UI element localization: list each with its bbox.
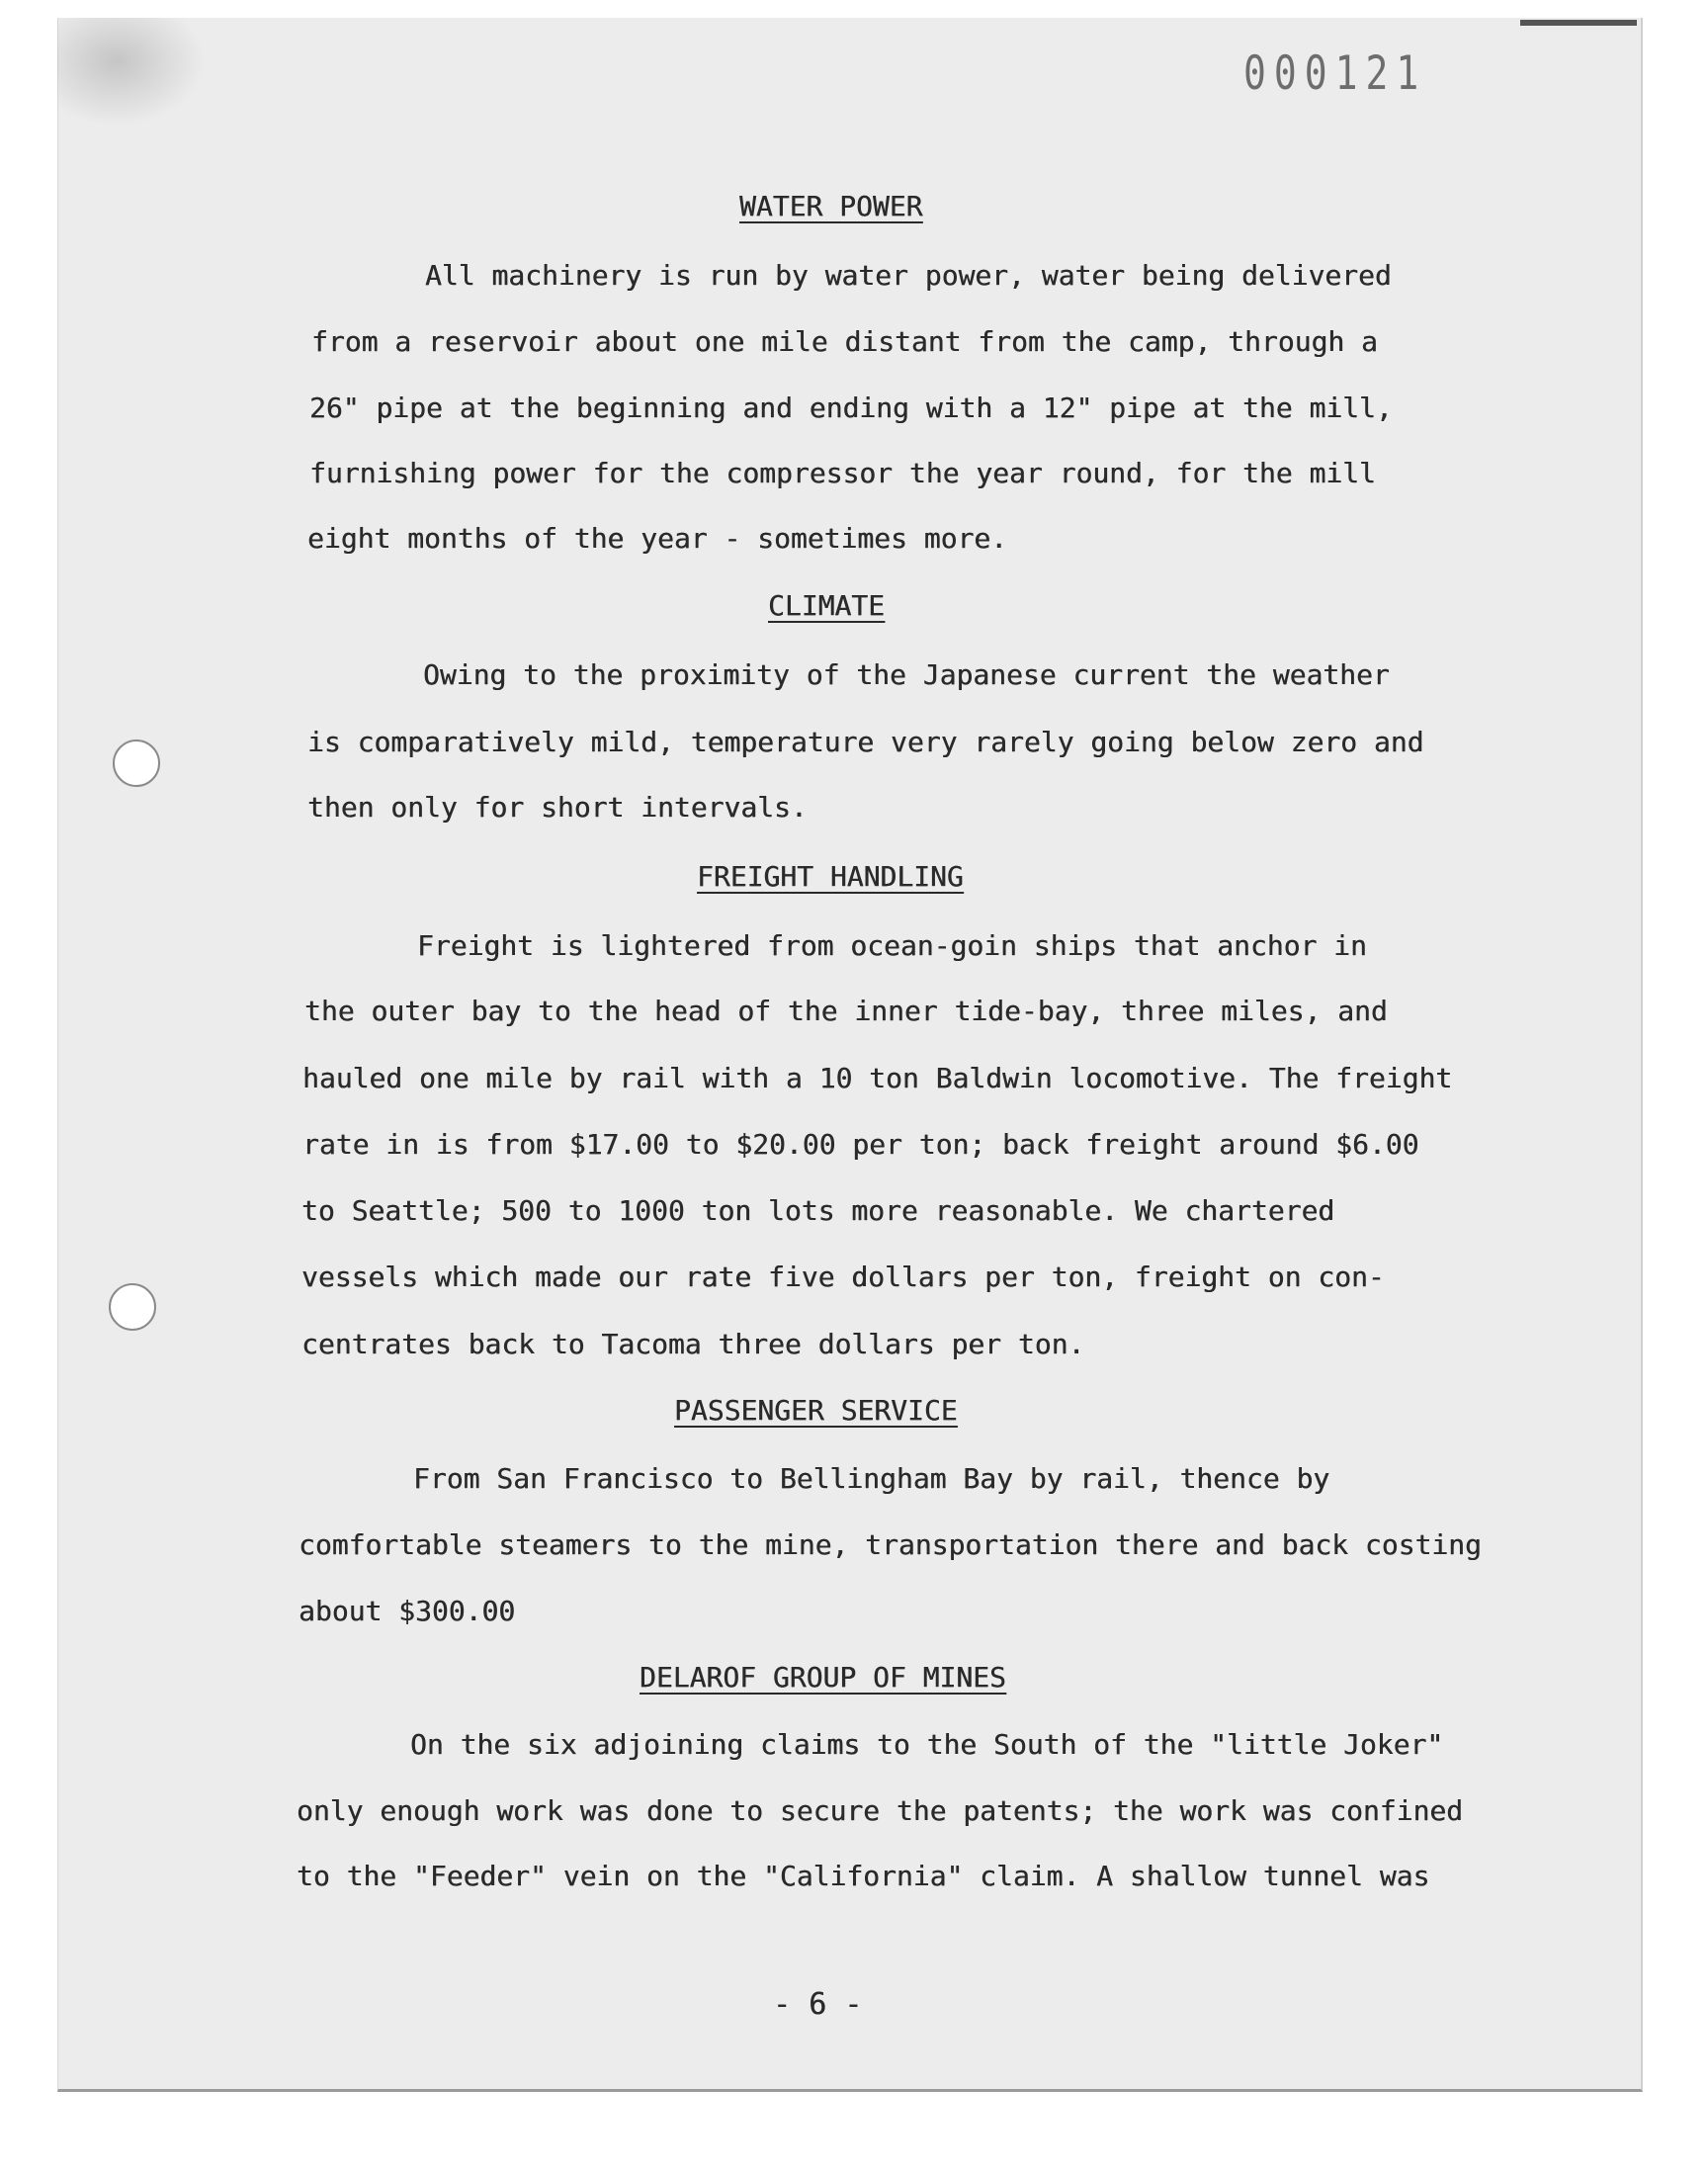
text-line: Freight is lightered from ocean-goin ships that anchor in (417, 929, 1367, 962)
text-line: is comparatively mild, temperature very rarely going below zero and (307, 726, 1424, 758)
section-heading: WATER POWER (739, 190, 923, 222)
text-line: 26" pipe at the beginning and ending with a 12" pipe at the mill, (309, 392, 1393, 424)
text-line: rate in is from $17.00 to $20.00 per ton; back freight around $6.00 (302, 1128, 1419, 1161)
section-heading: CLIMATE (768, 589, 886, 622)
text-line: Owing to the proximity of the Japanese current the weather (423, 658, 1390, 691)
text-line: then only for short intervals. (307, 791, 808, 824)
corner-mark (1520, 20, 1637, 26)
text-line: hauled one mile by rail with a 10 ton Baldwin locomotive. The freight (302, 1062, 1453, 1094)
section-heading: FREIGHT HANDLING (697, 860, 964, 893)
text-line: to the "Feeder" vein on the "California" claim. A shallow tunnel was (297, 1860, 1430, 1892)
text-line: From San Francisco to Bellingham Bay by rail, thence by (413, 1462, 1330, 1495)
serial-number: 000121 (1243, 45, 1427, 100)
text-line: only enough work was done to secure the patents; the work was confined (297, 1794, 1464, 1827)
text-line: All machinery is run by water power, water being delivered (425, 259, 1392, 292)
text-line: about $300.00 (299, 1595, 516, 1627)
text-line: furnishing power for the compressor the year round, for the mill (309, 457, 1376, 489)
text-line: the outer bay to the head of the inner tide-bay, three miles, and (304, 995, 1388, 1027)
text-line: comfortable steamers to the mine, transportation there and back costing (299, 1528, 1482, 1561)
text-line: to Seattle; 500 to 1000 ton lots more reasonable. We chartered (301, 1194, 1335, 1227)
section-heading: DELAROF GROUP OF MINES (640, 1661, 1006, 1694)
text-line: On the six adjoining claims to the South of the "little Joker" (410, 1728, 1444, 1761)
text-line: eight months of the year - sometimes more. (307, 522, 1008, 555)
corner-smudge (57, 18, 206, 127)
punch-hole-icon (109, 1283, 156, 1331)
text-line: centrates back to Tacoma three dollars per ton. (301, 1328, 1085, 1360)
page-number: - 6 - (773, 1987, 863, 2022)
punch-hole-icon (113, 740, 160, 787)
text-line: vessels which made our rate five dollars per ton, freight on con- (301, 1261, 1385, 1293)
text-line: from a reservoir about one mile distant from the camp, through a (311, 325, 1378, 358)
section-heading: PASSENGER SERVICE (674, 1394, 958, 1427)
